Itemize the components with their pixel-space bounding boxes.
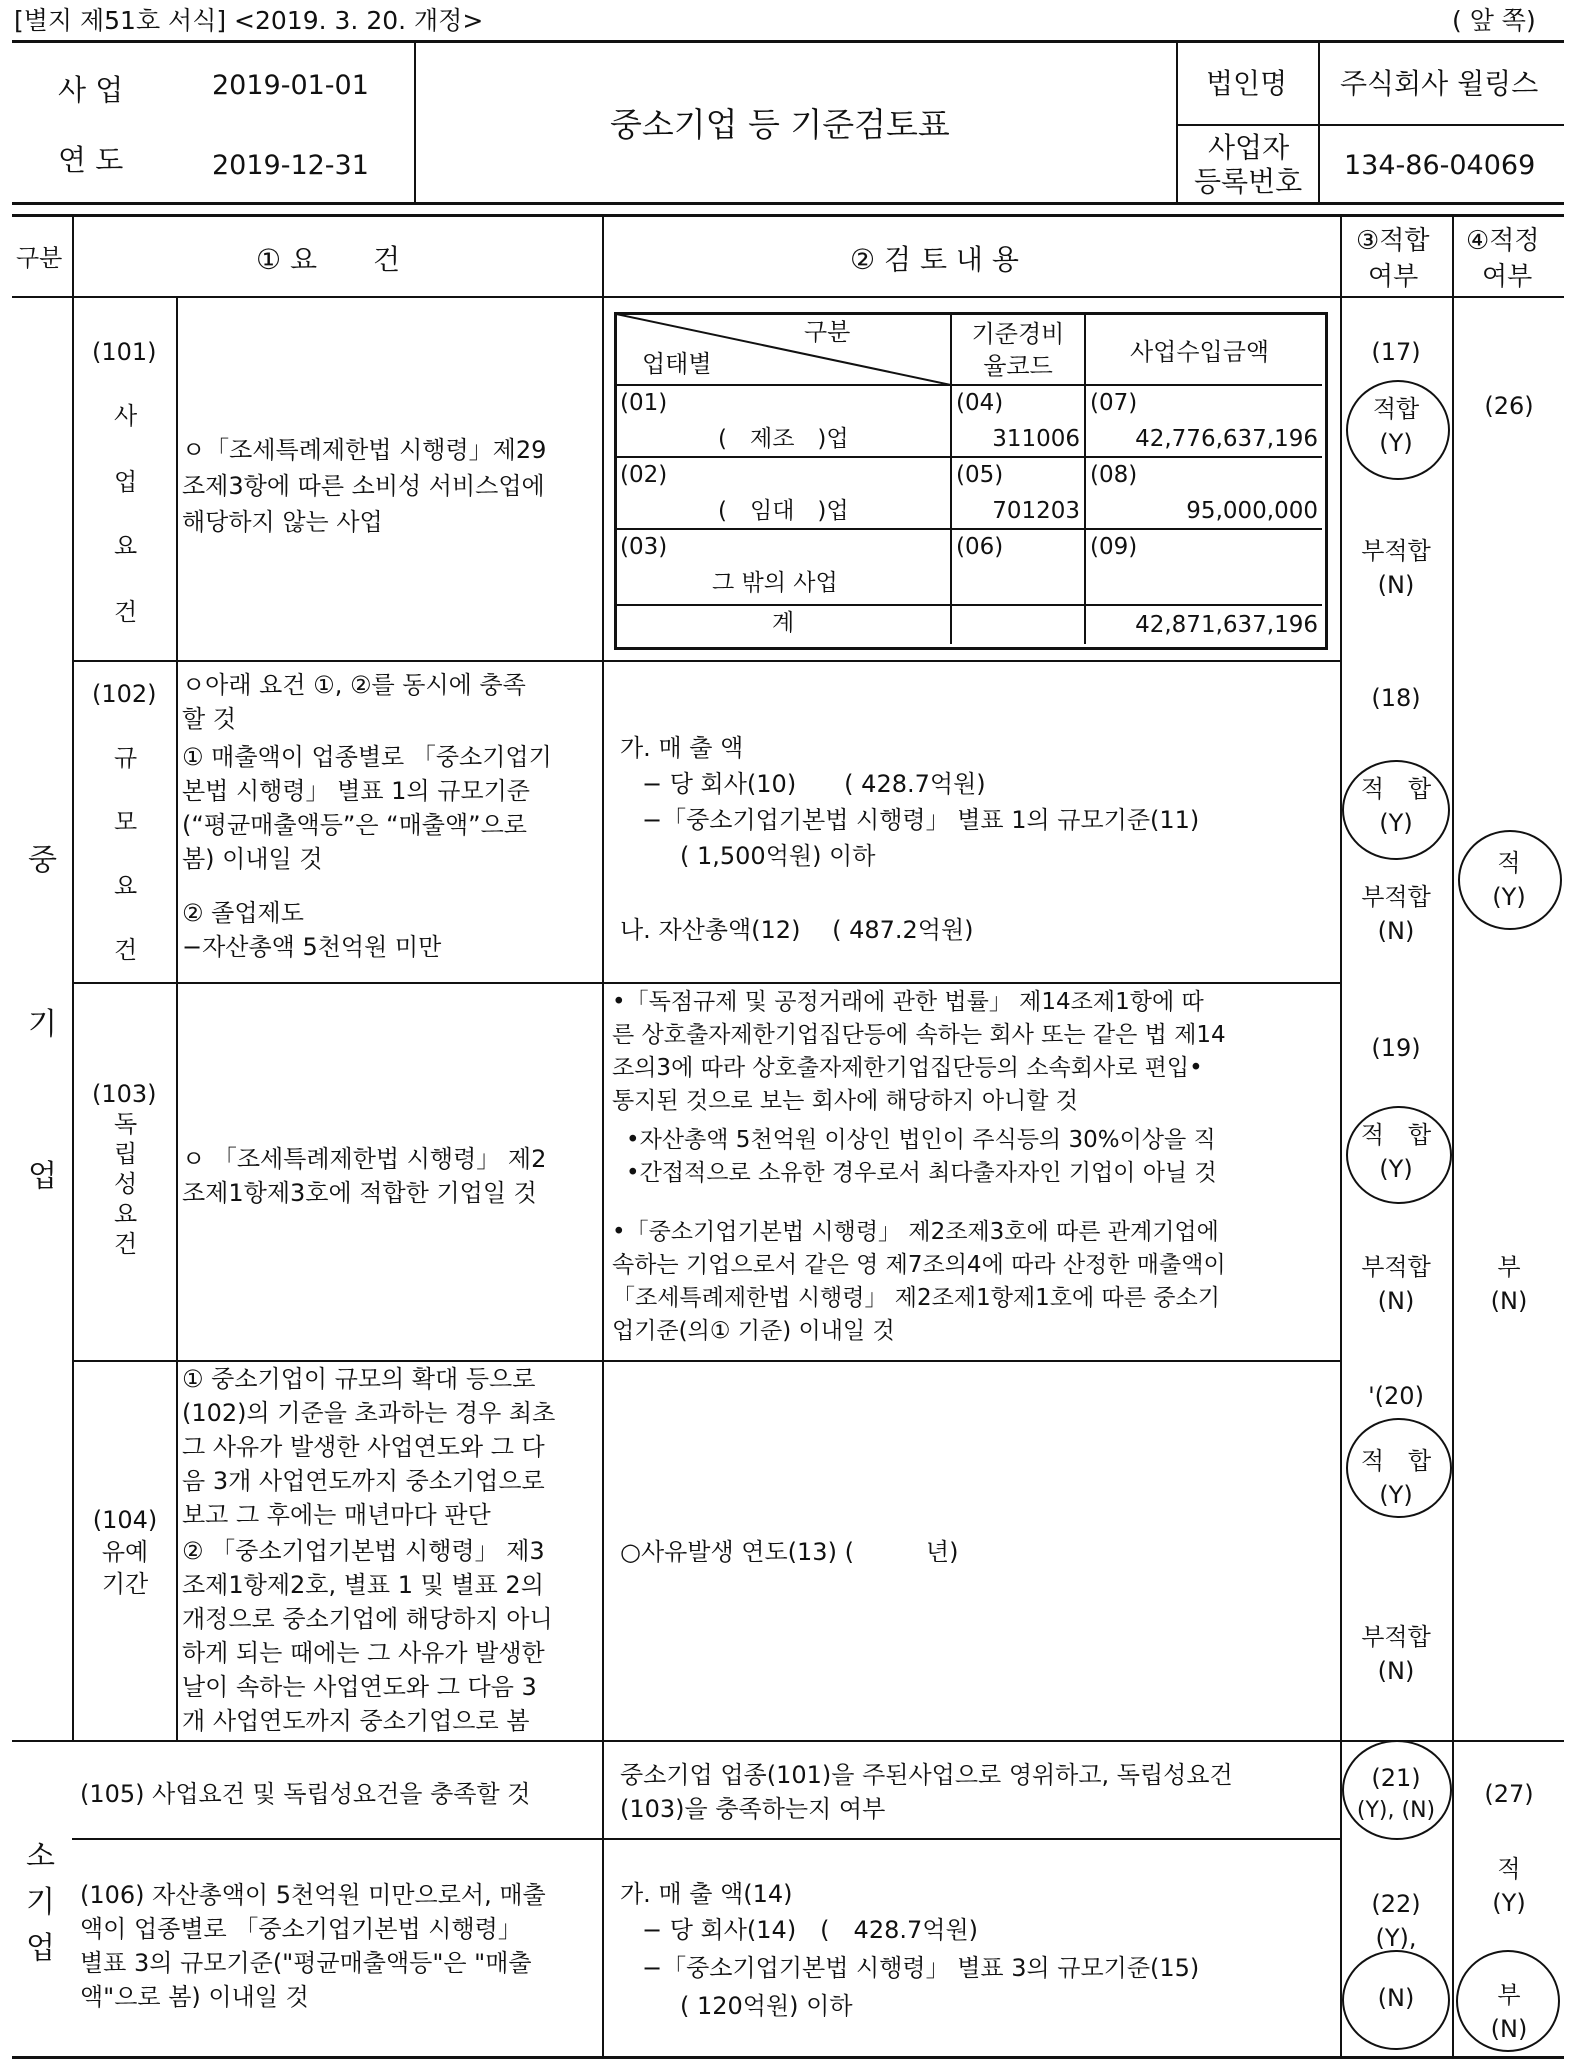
row102-fit-yes: 적 합 (Y) — [1360, 775, 1432, 837]
row103-code: (103) — [92, 1080, 157, 1108]
section-medium-2: 기 — [28, 1007, 57, 1042]
row102-requirement-2: ② 졸업제도 −자산총액 5천억원 미만 — [182, 899, 442, 961]
row101-label-4: 건 — [114, 598, 138, 626]
row103-label-1: 독 — [114, 1110, 138, 1138]
page-side: ( 앞 쪽) — [1452, 6, 1536, 35]
col-review: ② 검 토 내 용 — [850, 243, 1019, 276]
row106-review-line2: −「중소기업기본법 시행령」 별표 3의 규모기준(15) — [642, 1954, 1200, 1982]
reg-label-2: 등록번호 — [1194, 165, 1303, 198]
row-no: (03) — [620, 534, 668, 560]
row103-review-3: •「중소기업기본법 시행령」 제2조제3호에 따른 관계기업에 속하는 기업으로서 같은 영 제7조의4에 따라 산정한 매출액이 「조세특례제한법 시행령」 제2조제1항제1호에 따른 중소기 업기준(의① 기준) 이내일 것 — [612, 1219, 1226, 1344]
row101-fit-no-label: 부적합 (N) — [1361, 537, 1431, 599]
row105-fit-values: (Y), (N) — [1356, 1798, 1436, 1823]
row-amount-no: (08) — [1090, 462, 1138, 488]
row104-label: 유예 기간 — [101, 1538, 149, 1598]
row105-proper-no: (27) — [1484, 1780, 1534, 1808]
col-fit-1: ③적합 — [1356, 226, 1430, 256]
table-col-amount: 사업수입금액 — [1130, 338, 1270, 366]
year-label-2: 연 도 — [58, 143, 124, 177]
row102-review-line1: − 당 회사(10) ( 428.7억원) — [642, 770, 986, 798]
row106-fit-yes: (Y), — [1375, 1924, 1417, 1952]
table-col-code: 기준경비 율코드 — [971, 320, 1065, 380]
row103-label-3: 성 — [114, 1170, 138, 1198]
row103-fit-no: (19) — [1371, 1034, 1421, 1062]
row102-label-4: 건 — [114, 936, 138, 964]
row-name: 그 밖의 사업 — [712, 570, 838, 596]
row102-review-line2: −「중소기업기본법 시행령」 별표 1의 규모기준(11) — [642, 806, 1200, 834]
col-fit-2: 여부 — [1368, 262, 1419, 292]
row106-review-title: 가. 매 출 액(14) — [620, 1880, 793, 1908]
row-code: 701203 — [992, 498, 1080, 524]
row102-requirement-1: ① 매출액이 업종별로 「중소기업기 본법 시행령」 별표 1의 규모기준 (“평균매출액등”은 “매출액”으로 봄) 이내일 것 — [182, 743, 552, 873]
period-end: 2019-12-31 — [212, 150, 369, 181]
row102-label-1: 규 — [114, 744, 138, 772]
year-label-1: 사 업 — [58, 73, 124, 107]
reg-number: 134-86-04069 — [1344, 150, 1536, 181]
row102-fit-no-label: 부적합 (N) — [1361, 883, 1431, 945]
row104-fit-no: '(20) — [1368, 1382, 1424, 1410]
row104-requirement-2: ② 「중소기업기본법 시행령」 제3 조제1항제2호, 별표 1 및 별표 2의 개정으로 중소기업에 해당하지 아니 하게 되는 때에는 그 사유가 발생한 날이 속하는 사업연도와 그 다음 3 개 사업연도까지 중소기업으로 봄 — [182, 1537, 553, 1735]
row102-label-3: 요 — [114, 872, 138, 900]
row-code-no: (04) — [956, 390, 1004, 416]
row-name: ( 제조 )업 — [718, 426, 849, 452]
proper-103: 부 (N) — [1490, 1253, 1528, 1315]
row102-review-title: 가. 매 출 액 — [620, 734, 744, 762]
header-bottom-border — [12, 202, 1564, 205]
row104-code: (104) — [92, 1506, 158, 1534]
row104-review: ○사유발생 연도(13) ( 년) — [620, 1538, 959, 1566]
table-total-label: 계 — [772, 610, 795, 636]
row101-label-3: 요 — [114, 532, 138, 560]
row106-requirement: (106) 자산총액이 5천억원 미만으로서, 매출 액이 업종별로 「중소기업기본법 시행령」 별표 3의 규모기준("평균매출액등"은 "매출 액"으로 봄) 이내일 것 — [80, 1881, 546, 2011]
table-bottom-border — [12, 2056, 1564, 2059]
row103-label-5: 건 — [114, 1230, 138, 1258]
row106-review-line1: − 당 회사(14) ( 428.7억원) — [642, 1916, 978, 1944]
row103-fit-yes: 적 합 (Y) — [1360, 1121, 1432, 1183]
row103-label-4: 요 — [114, 1200, 138, 1228]
row102-code: (102) — [92, 680, 157, 708]
row101-proper-no: (26) — [1484, 392, 1534, 420]
row106-review-line3: ( 120억원) 이하 — [680, 1992, 853, 2020]
proper-small-no: 부 (N) — [1490, 1981, 1528, 2043]
corp-label: 법인명 — [1206, 67, 1288, 100]
row103-label-2: 립 — [114, 1140, 138, 1168]
row103-fit-no-label: 부적합 (N) — [1361, 1253, 1431, 1315]
col-category: 구분 — [16, 244, 63, 272]
row102-requirement-intro: ㅇ아래 요건 ①, ②를 동시에 충족 할 것 — [182, 671, 526, 733]
row101-requirement: ㅇ「조세특례제한법 시행령」제29 조제3항에 따른 소비성 서비스업에 해당하지 않는 사업 — [182, 436, 547, 536]
row-amount-no: (07) — [1090, 390, 1138, 416]
row-amount: 95,000,000 — [1186, 498, 1318, 524]
table-total-amount: 42,871,637,196 — [1135, 612, 1318, 638]
section-small-1: 소 — [26, 1839, 55, 1874]
row-no: (01) — [620, 390, 668, 416]
row-code-no: (05) — [956, 462, 1004, 488]
section-small-2: 기 — [26, 1885, 55, 1920]
page-title: 중소기업 등 기준검토표 — [610, 105, 950, 144]
row102-review-assets: 나. 자산총액(12) ( 487.2억원) — [620, 916, 974, 944]
section-small-3: 업 — [26, 1931, 55, 1966]
row103-review-1: •「독점규제 및 공정거래에 관한 법률」 제14조제1항에 따 른 상호출자제한기업집단등에 속하는 회사 또는 같은 법 제14 조의3에 따라 상호출자제한기업집단등의 소속회사로 편입• 통지된 것으로 보는 회사에 해당하지 아니할 것 — [612, 989, 1226, 1114]
col-proper-1: ④적정 — [1466, 226, 1540, 256]
row-code-no: (06) — [956, 534, 1004, 560]
row101-code: (101) — [92, 338, 157, 366]
row103-requirement: ㅇ 「조세특례제한법 시행령」 제2 조제1항제3호에 적합한 기업일 것 — [182, 1145, 547, 1207]
row104-fit-no-label: 부적합 (N) — [1361, 1623, 1431, 1685]
table-header-bottom: 업태별 — [642, 350, 712, 378]
proper-small-yes: 적 (Y) — [1492, 1855, 1526, 1917]
row105-review: 중소기업 업종(101)을 주된사업으로 영위하고, 독립성요건 (103)을 충족하는지 여부 — [620, 1761, 1233, 1823]
form-label: [별지 제51호 서식] <2019. 3. 20. 개정> — [14, 6, 484, 35]
table-header-top: 구분 — [804, 318, 851, 346]
row102-label-2: 모 — [114, 808, 138, 836]
row-amount: 42,776,637,196 — [1135, 426, 1318, 452]
row102-review-line3: ( 1,500억원) 이하 — [680, 842, 876, 870]
proper-102: 적 (Y) — [1492, 849, 1526, 911]
period-start: 2019-01-01 — [212, 70, 369, 101]
table-top-border — [12, 214, 1564, 217]
col-proper-2: 여부 — [1482, 262, 1533, 292]
reg-label-1: 사업자 — [1208, 131, 1290, 164]
row103-review-2: •자산총액 5천억원 이상인 법인이 주식등의 30%이상을 직 •간접적으로 소유한 경우로서 최다출자자인 기업이 아닐 것 — [626, 1127, 1217, 1186]
row101-fit-no: (17) — [1371, 338, 1421, 366]
row106-fit-no-label: (N) — [1377, 1984, 1415, 2012]
row101-fit-yes: 적합 (Y) — [1372, 395, 1420, 457]
section-medium-3: 업 — [28, 1159, 57, 1194]
section-medium-1: 중 — [28, 843, 57, 878]
row-amount-no: (09) — [1090, 534, 1138, 560]
row101-label-2: 업 — [114, 468, 138, 496]
col-requirement: ① 요 건 — [256, 243, 401, 276]
header-top-border — [12, 40, 1564, 43]
row104-requirement-1: ① 중소기업이 규모의 확대 등으로 (102)의 기준을 초과하는 경우 최초 그 사유가 발생한 사업연도와 그 다 음 3개 사업연도까지 중소기업으로 보고 그 후에는 매년마다 판단 — [182, 1365, 556, 1529]
row104-fit-yes: 적 합 (Y) — [1360, 1447, 1432, 1509]
row106-fit-no: (22) — [1371, 1890, 1421, 1918]
corp-name: 주식회사 윌링스 — [1340, 67, 1539, 100]
row102-fit-no: (18) — [1371, 684, 1421, 712]
row-no: (02) — [620, 462, 668, 488]
row101-label-1: 사 — [114, 402, 138, 430]
row-code: 311006 — [992, 426, 1080, 452]
row-name: ( 임대 )업 — [718, 498, 849, 524]
row105-requirement: (105) 사업요건 및 독립성요건을 충족할 것 — [80, 1780, 531, 1808]
row105-fit-no: (21) — [1371, 1764, 1421, 1792]
